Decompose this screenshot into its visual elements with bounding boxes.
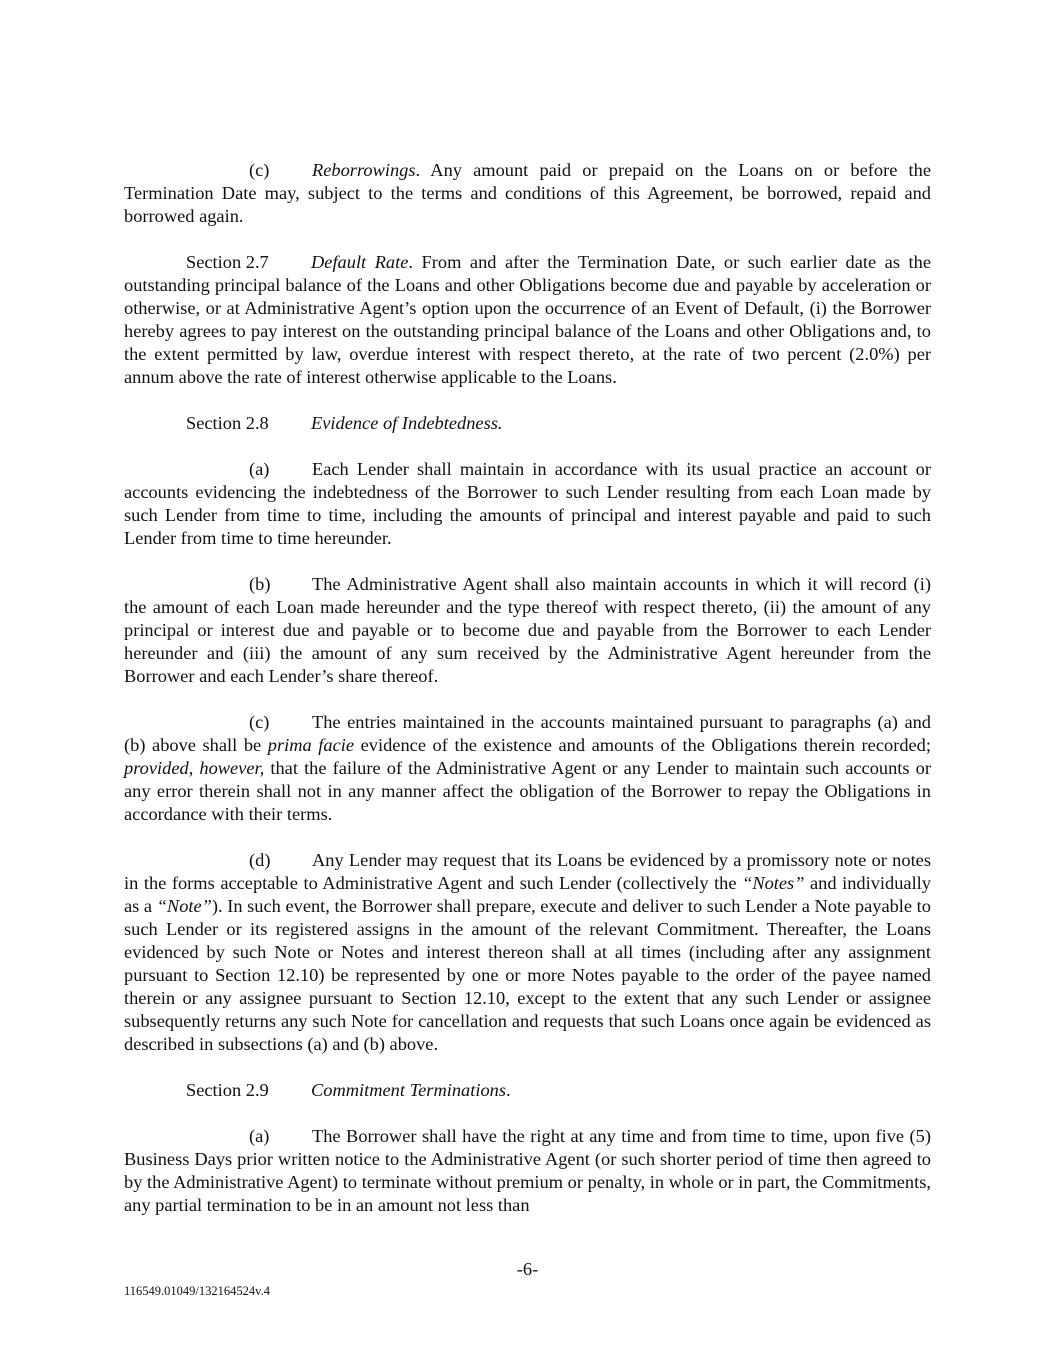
section-number: Section 2.9 (186, 1080, 269, 1100)
section-2-9-heading (124, 1079, 931, 1102)
paragraph-text: The Borrower shall have the right at any time and from time to time, upon five (5) Business Days prior written notice to the Administrative Agent (or such shorter period of time then agreed to by the Administrative Agent) to terminate without premium or penalty, in whole or in part, the Commitments, any partial termination to be in an amount not less than (124, 1126, 931, 1215)
document-body (124, 159, 931, 1240)
section-2-8-heading (124, 412, 931, 435)
paragraph-2-8a (124, 458, 931, 550)
paragraph-2-8b (124, 573, 931, 688)
paragraph-text: The entries maintained in the accounts maintained pursuant to paragraphs (a) and (b) above shall be (124, 712, 931, 755)
paragraph-text: . Any amount paid or prepaid on the Loans on or before the Termination Date may, subject to the terms and conditions of this Agreement, be borrowed, repaid and borrowed again. (124, 160, 931, 226)
paragraph-text: evidence of the existence and amounts of the Obligations therein recorded; (354, 735, 931, 755)
paragraph-number: (a) (249, 459, 270, 479)
section-title-suffix: . (506, 1080, 511, 1100)
section-title: Commitment Terminations (311, 1080, 506, 1100)
paragraph-text: and individually as a (124, 873, 931, 916)
paragraph-number: (c) (249, 712, 270, 732)
paragraph-2-8d (124, 849, 931, 1056)
paragraph-text: The Administrative Agent shall also maintain accounts in which it will record (i) the amount of each Loan made hereunder and the type thereof with respect thereto, (ii) the amount of any principal or interest due and payable or to become due and payable from the Borrower to each Lender hereunder and (iii) the amount of any sum received by the Administrative Agent hereunder from the Borrower and each Lender’s share thereof. (124, 574, 931, 686)
paragraph-italic-text: “Notes” (742, 873, 805, 893)
section-text: . From and after the Termination Date, or such earlier date as the outstanding principal balance of the Loans and other Obligations become due and payable by acceleration or otherwise, or at Administrative Agent’s option upon the occurrence of an Event of Default, (i) the Borrower hereby agrees to pay interest on the outstanding principal balance of the Loans and other Obligations and, to the extent permitted by law, overdue interest with respect thereto, at the rate of two percent (2.0%) per annum above the rate of interest otherwise applicable to the Loans. (124, 252, 931, 387)
paragraph-2-8c (124, 711, 931, 826)
paragraph-number: (d) (249, 850, 271, 870)
page-number: -6- (516, 1259, 539, 1279)
section-2-7-default-rate (124, 251, 931, 389)
section-title: Evidence of Indebtedness. (311, 413, 503, 433)
paragraph-number: (b) (249, 574, 271, 594)
paragraph-2-9a (124, 1125, 931, 1217)
section-title: Default Rate (311, 252, 409, 272)
paragraph-number: (c) (249, 160, 270, 180)
paragraph-text: that the failure of the Administrative Agent or any Lender to maintain such accounts or any error therein shall not in any manner affect the obligation of the Borrower to repay the Obligations in accordance with their terms. (124, 758, 931, 824)
document-id: 116549.01049/132164524v.4 (124, 1284, 270, 1298)
paragraph-italic-text: “Note” (156, 896, 212, 916)
paragraph-italic-text: provided, however, (124, 758, 265, 778)
section-number: Section 2.8 (186, 413, 269, 433)
paragraph-title: Reborrowings (312, 160, 416, 180)
paragraph-number: (a) (249, 1126, 270, 1146)
section-number: Section 2.7 (186, 252, 269, 272)
paragraph-text: Any Lender may request that its Loans be evidenced by a promissory note or notes in the forms acceptable to Administrative Agent and such Lender (collectively the (124, 850, 931, 893)
paragraph-text: ). In such event, the Borrower shall prepare, execute and deliver to such Lender a Note payable to such Lender or its registered assigns in the amount of the relevant Commitment. Thereafter, the Loans evidenced by such Note or Notes and interest thereon shall at all times (including after any assignment pursuant to Section 12.10) be represented by one or more Notes payable to the order of the payee named therein or any assignee pursuant to Section 12.10, except to the extent that any such Lender or assignee subsequently returns any such Note for cancellation and requests that such Loans once again be evidenced as described in subsections (a) and (b) above. (124, 896, 931, 1054)
paragraph-text: Each Lender shall maintain in accordance with its usual practice an account or accounts evidencing the indebtedness of the Borrower to such Lender resulting from each Loan made by such Lender from time to time, including the amounts of principal and interest payable and paid to such Lender from time to time hereunder. (124, 459, 931, 548)
paragraph-2-6c-reborrowings (124, 159, 931, 228)
paragraph-italic-text: prima facie (267, 735, 355, 755)
